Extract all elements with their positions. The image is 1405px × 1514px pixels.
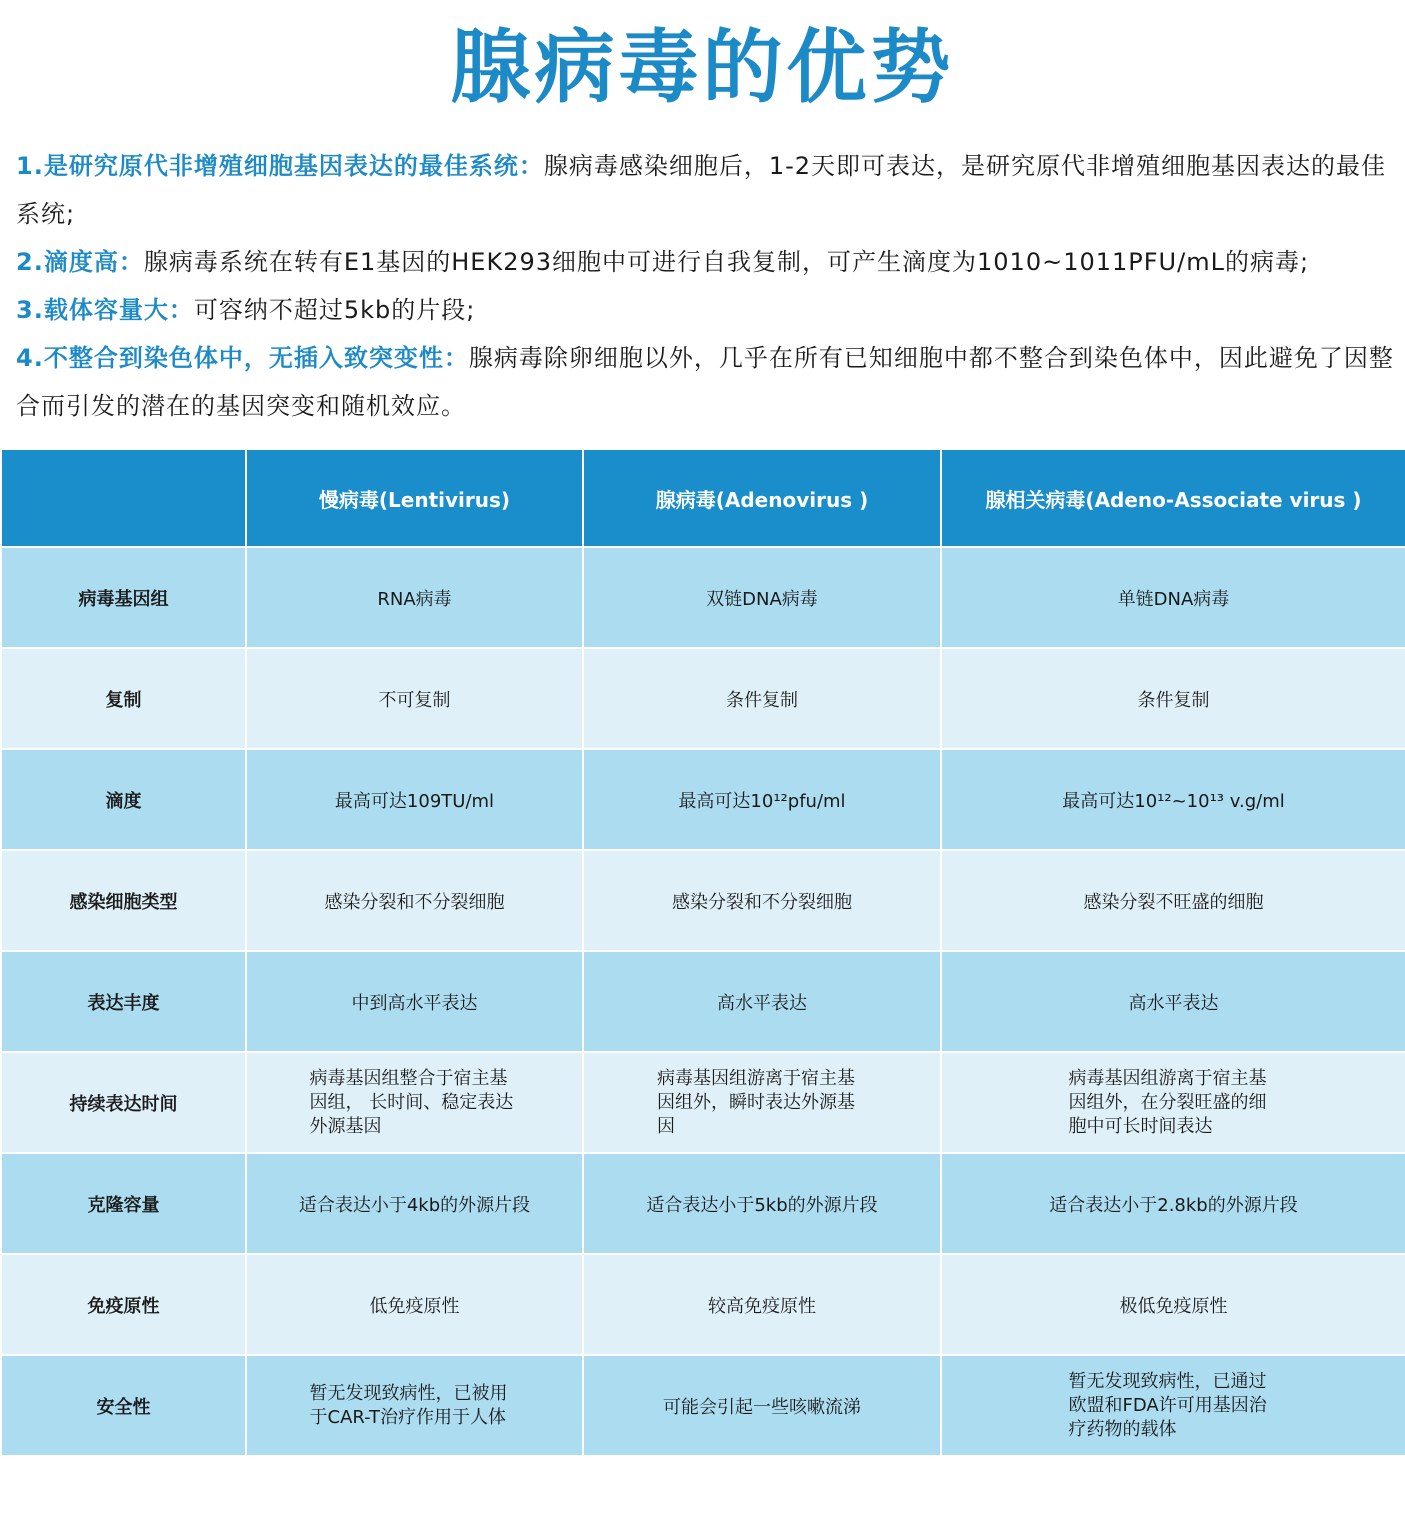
table-cell: 低免疫原性 (246, 1254, 583, 1355)
table-row (1, 547, 1405, 648)
table-row (1, 1153, 1405, 1254)
table-cell: 适合表达小于4kb的外源片段 (246, 1153, 583, 1254)
table-cell: 双链DNA病毒 (583, 547, 941, 648)
table-cell: 感染分裂和不分裂细胞 (583, 850, 941, 951)
intro-item (16, 238, 1394, 286)
intro-item (16, 334, 1394, 430)
cell-text: 暂无发现致病性，已被用于CAR-T治疗作用于人体 (309, 1382, 508, 1428)
table-row (1, 1254, 1405, 1355)
table-cell (583, 1052, 941, 1153)
table-row (1, 1052, 1405, 1153)
table-cell: 高水平表达 (583, 951, 941, 1052)
table-cell: 适合表达小于2.8kb的外源片段 (941, 1153, 1405, 1254)
intro-section (16, 142, 1394, 430)
table-cell: 感染分裂不旺盛的细胞 (941, 850, 1405, 951)
intro-lead: 3.载体容量大： (16, 296, 194, 324)
table-cell: 感染分裂和不分裂细胞 (246, 850, 583, 951)
table-cell (941, 1355, 1405, 1456)
row-label: 滴度 (1, 749, 246, 850)
row-label: 免疫原性 (1, 1254, 246, 1355)
table-row (1, 850, 1405, 951)
page-title: 腺病毒的优势 (450, 21, 955, 114)
table-header-row (1, 449, 1405, 547)
intro-text: 腺病毒感染细胞后，1-2天即可表达，是研究原代非增殖细胞基因表达的最佳系统; (16, 152, 1387, 228)
row-label: 持续表达时间 (1, 1052, 246, 1153)
intro-item (16, 142, 1394, 238)
table-cell: 高水平表达 (941, 951, 1405, 1052)
row-label: 病毒基因组 (1, 547, 246, 648)
table-cell (246, 1355, 583, 1456)
intro-text: 腺病毒除卵细胞以外，几乎在所有已知细胞中都不整合到染色体中，因此避免了因整合而引发的潜在的基因突变和随机效应。 (16, 344, 1394, 420)
row-label: 复制 (1, 648, 246, 749)
header-adenovirus: 腺病毒(Adenovirus ) (583, 449, 941, 547)
table-cell: 不可复制 (246, 648, 583, 749)
table-cell: RNA病毒 (246, 547, 583, 648)
cell-text: 病毒基因组游离于宿主基因组外，瞬时表达外源基因 (657, 1067, 855, 1137)
cell-text: 暂无发现致病性，已通过欧盟和FDA许可用基因治疗药物的载体 (1068, 1370, 1267, 1440)
table-cell: 较高免疫原性 (583, 1254, 941, 1355)
intro-item (16, 286, 1394, 334)
table-cell (941, 1052, 1405, 1153)
intro-text: 可容纳不超过5kb的片段; (193, 296, 476, 324)
row-label: 安全性 (1, 1355, 246, 1456)
table-cell: 单链DNA病毒 (941, 547, 1405, 648)
comparison-table (0, 448, 1405, 1457)
cell-text: 病毒基因组整合于宿主基因组， 长时间、稳定表达外源基因 (309, 1067, 514, 1137)
table-cell: 极低免疫原性 (941, 1254, 1405, 1355)
cell-text: 病毒基因组游离于宿主基因组外，在分裂旺盛的细胞中可长时间表达 (1068, 1067, 1267, 1137)
table-cell (246, 1052, 583, 1153)
table-cell: 最高可达10¹²~10¹³ v.g/ml (941, 749, 1405, 850)
header-aav: 腺相关病毒(Adeno-Associate virus ) (941, 449, 1405, 547)
table-cell: 最高可达10¹²pfu/ml (583, 749, 941, 850)
row-label: 表达丰度 (1, 951, 246, 1052)
intro-text: 腺病毒系统在转有E1基因的HEK293细胞中可进行自我复制，可产生滴度为1010~1011PFU/mL的病毒; (143, 248, 1310, 276)
intro-lead: 1.是研究原代非增殖细胞基因表达的最佳系统： (16, 152, 544, 180)
table-cell: 适合表达小于5kb的外源片段 (583, 1153, 941, 1254)
table-row (1, 749, 1405, 850)
header-cell-empty (1, 449, 246, 547)
header-lentivirus: 慢病毒(Lentivirus) (246, 449, 583, 547)
row-label: 感染细胞类型 (1, 850, 246, 951)
table-cell: 条件复制 (583, 648, 941, 749)
table-row (1, 951, 1405, 1052)
table-row (1, 648, 1405, 749)
intro-lead: 2.滴度高： (16, 248, 144, 276)
intro-lead: 4.不整合到染色体中，无插入致突变性： (16, 344, 469, 372)
table-cell: 条件复制 (941, 648, 1405, 749)
table-row (1, 1355, 1405, 1456)
row-label: 克隆容量 (1, 1153, 246, 1254)
table-cell: 中到高水平表达 (246, 951, 583, 1052)
table-cell: 最高可达109TU/ml (246, 749, 583, 850)
table-cell: 可能会引起一些咳嗽流涕 (583, 1355, 941, 1456)
